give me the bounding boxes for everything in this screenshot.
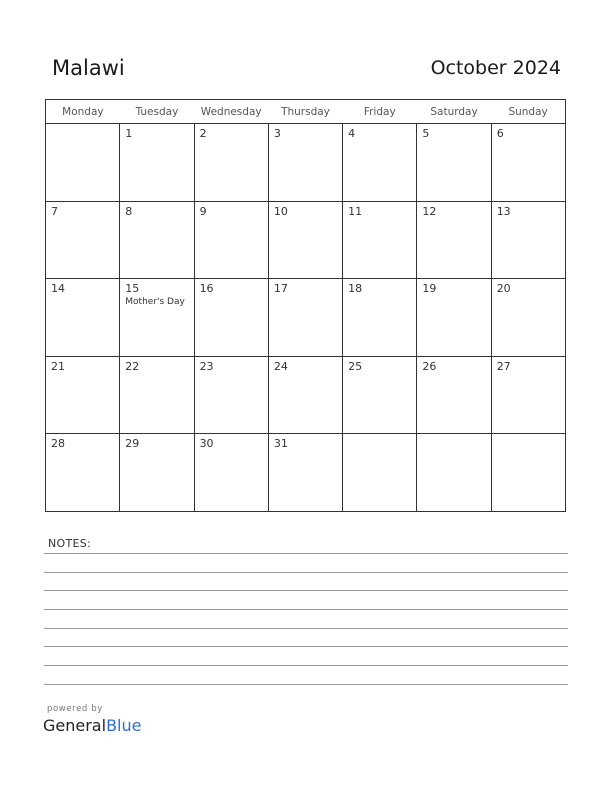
- day-number: 23: [199, 359, 214, 373]
- note-line: [44, 553, 568, 554]
- day-cell: [268, 124, 342, 202]
- day-number: 16: [199, 282, 214, 296]
- day-cell: [268, 201, 342, 279]
- day-number: 26: [422, 359, 437, 373]
- day-number: 3: [273, 127, 281, 140]
- day-number: 8: [125, 204, 133, 218]
- holiday-label: Mother's Day: [125, 297, 185, 308]
- day-number: 19: [422, 282, 437, 296]
- day-cell: [491, 201, 565, 279]
- day-number: 24: [273, 359, 288, 373]
- generalblue-logo: [43, 716, 141, 735]
- day-number: 30: [199, 437, 214, 451]
- day-cell: [194, 279, 268, 357]
- day-number: 29: [125, 437, 140, 451]
- day-number: 22: [125, 359, 140, 373]
- day-number: 10: [273, 204, 288, 218]
- day-number: 11: [348, 204, 363, 218]
- note-line: [44, 572, 568, 573]
- day-number: 12: [422, 204, 437, 218]
- day-number: 7: [51, 204, 58, 218]
- weekday-sunday: Sunday: [491, 100, 565, 124]
- day-cell: [194, 201, 268, 279]
- week-row: [46, 279, 566, 357]
- day-cell: [46, 434, 120, 512]
- day-cell: [268, 356, 342, 434]
- day-cell: [194, 434, 268, 512]
- day-cell: [268, 434, 342, 512]
- day-number: 28: [51, 437, 65, 451]
- weekday-tuesday: Tuesday: [120, 100, 194, 124]
- day-number: 31: [273, 437, 288, 451]
- brand-general: General: [43, 716, 107, 735]
- day-cell: [120, 279, 194, 357]
- note-line: [44, 665, 568, 666]
- day-number: 9: [199, 204, 207, 218]
- day-cell: [268, 279, 342, 357]
- day-cell: [491, 434, 565, 512]
- weekday-saturday: Saturday: [417, 100, 491, 124]
- day-number: 18: [348, 282, 363, 296]
- day-number: 21: [51, 359, 65, 373]
- day-cell: [417, 201, 491, 279]
- week-row: [46, 356, 566, 434]
- note-line: [44, 646, 568, 647]
- day-cell: [343, 201, 417, 279]
- brand-blue: Blue: [106, 716, 142, 735]
- day-number: 13: [496, 204, 511, 218]
- weekday-wednesday: Wednesday: [194, 100, 268, 124]
- day-cell: [46, 124, 120, 202]
- day-cell: [417, 434, 491, 512]
- notes-label: NOTES:: [48, 537, 92, 550]
- day-cell: [417, 356, 491, 434]
- day-number: 1: [125, 127, 133, 140]
- note-line: [44, 609, 568, 610]
- weekday-header-row: [46, 100, 566, 124]
- day-cell: [120, 356, 194, 434]
- day-number: 5: [422, 127, 430, 140]
- country-title: Malawi: [52, 56, 125, 80]
- day-cell: [343, 279, 417, 357]
- week-row: [46, 124, 566, 202]
- day-cell: [46, 279, 120, 357]
- note-line: [44, 684, 568, 685]
- day-cell: [417, 124, 491, 202]
- weekday-monday: Monday: [46, 100, 120, 124]
- day-cell: [120, 124, 194, 202]
- weekday-friday: Friday: [343, 100, 417, 124]
- week-row: [46, 434, 566, 512]
- month-title: October 2024: [430, 57, 561, 79]
- week-row: [46, 201, 566, 279]
- note-line: [44, 590, 568, 591]
- day-cell: [46, 356, 120, 434]
- day-cell: [491, 279, 565, 357]
- day-number: 14: [51, 282, 65, 296]
- weekday-thursday: Thursday: [268, 100, 342, 124]
- day-cell: [491, 124, 565, 202]
- day-cell: [120, 434, 194, 512]
- day-cell: [194, 356, 268, 434]
- day-number: 2: [199, 127, 207, 140]
- powered-by-text: powered by: [47, 704, 103, 714]
- day-number: 15: [125, 282, 140, 296]
- day-number: 17: [273, 282, 288, 296]
- day-number: 4: [348, 127, 356, 140]
- day-cell: [343, 124, 417, 202]
- note-line: [44, 628, 568, 629]
- day-cell: [120, 201, 194, 279]
- day-number: 6: [496, 127, 504, 140]
- day-cell: [343, 356, 417, 434]
- day-number: 27: [496, 359, 511, 373]
- day-number: 20: [496, 282, 511, 296]
- day-cell: [194, 124, 268, 202]
- calendar-grid: [45, 99, 566, 512]
- day-cell: [491, 356, 565, 434]
- day-cell: [417, 279, 491, 357]
- day-cell: [343, 434, 417, 512]
- day-cell: [46, 201, 120, 279]
- day-number: 25: [348, 359, 363, 373]
